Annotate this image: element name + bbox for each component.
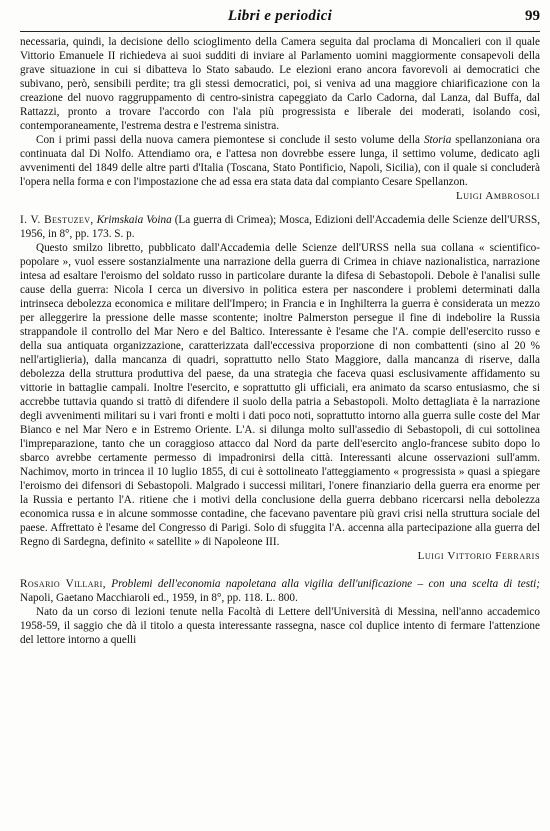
header-rule bbox=[20, 31, 540, 32]
review-heading bbox=[20, 577, 540, 605]
review-text: Questo smilzo libretto, pubblicato dall'Accademia delle Scienze dell'URSS nella sua collana « scientifico-popolare », vuol essere sostanzialmente una narrazione della guerra di Crimea in chiave nazionalistica, narrazione intesa ad esaltare l'eroismo del soldato russo in particolare durante la difesa di Sebastopoli. Debole è l'analisi sulle cause della guerra: Nicola I cerca un diversivo in politica estera per nascondere i problemi determinati dalla intrinseca debolezza economica e militare dell'Impero; in Francia e in Inghilterra la guerra è considerata un mezzo per alleggerire la pressione delle masse scontente; inoltre Palmerston persegue il fine di indebolire la Russia strappandole il controllo del Mar Nero e del Baltico. Interessante è l'esame che l'A. compie dell'esercito russo e della sua antiquata organizzazione, caratterizzata dall'eccessiva proporzione di non combattenti (sino al 20 % nell'artiglieria), dalla mancanza di quadri, soprattutto nello Stato Maggiore, dalla mancanza di riserve, dalla debolezza della struttura produttiva del paese, da una strategia che faceva quasi esclusivamente affidamento su vittorie in battaglie campali. Inoltre l'esercito, e soprattutto gli ufficiali, era animato da scarso entusiasmo, che si accrebbe tuttavia quando si trattò di difendere il suolo della patria a Sebastopoli. Molto dettagliata è la narrazione degli avvenimenti militari su i vari fronti e molti i dati poco noti, soprattutto intorno alla guerra sulle coste del Mar Bianco e nel Mar Nero e in Estremo Oriente. L'A. si dilunga molto sull'assedio di Sebastopoli, di cui sottolinea l'impreparazione, tanto che un coraggioso attacco dal Nord da parte dell'esercito anglo-francese subito dopo lo sbarco avrebbe certamente permesso di impadronirsi della città. Interessanti alcune osservazioni sull'amm. Nachimov, morto in trincea il 10 luglio 1855, di cui è sottolineato l'atteggiamento « progressista » quasi a spiegare l'eroismo dei difensori di Sebastopoli. Malgrado i successi militari, l'onere finanziario della guerra era enorme per la Russia e pertanto l'A. ritiene che i motivi della conclusione della guerra debbano ricercarsi nella debolezza economica russa e in alcune sommosse contadine, che facevano paventare più gravi crisi nella struttura sociale del paese. Affrettato è l'esame del Congresso di Parigi. Solo di sfuggita l'A. accenna alla partecipazione alla guerra del Regno di Sardegna, definito « satellite » di Napoleone III. bbox=[20, 242, 540, 548]
review-author: Rosario Villari, bbox=[20, 578, 106, 590]
review-entry bbox=[20, 213, 540, 563]
paragraph bbox=[20, 133, 540, 189]
paragraph: necessaria, quindi, la decisione dello scioglimento della Camera seguita dal proclama di Moncalieri con il quale Vittorio Emanuele II richiedeva ai suoi sudditi di inviare al Parlamento uomini maggiormente consapevoli della grave situazione in cui si dibatteva lo Stato sabaudo. Le elezioni erano ancora favorevoli ai democratici che subivano, però, sensibili perdite; tra gli stessi democratici, poi, si veniva ad una maggiore chiarificazione con la creazione del nuovo raggruppamento di centro-sinistra capeggiato da Carlo Cadorna, dal Lanza, dal Buffa, dal Rattazzi, pronto a trovare l'accordo con l'ala più progressista e liberale dei moderati, isolando così, contemporaneamente, l'estrema destra e l'estrema sinistra. bbox=[20, 36, 540, 132]
review-title: Problemi dell'economia napoletana alla vigilia dell'unificazione – con una scelta di testi; bbox=[111, 578, 541, 590]
paragraph-text: Con i primi passi della nuova camera piemontese si conclude il sesto volume della bbox=[36, 134, 424, 146]
review-entry bbox=[20, 577, 540, 647]
page-body bbox=[20, 35, 540, 647]
review-title: Krimskaia Voina bbox=[96, 214, 172, 226]
review-author: I. V. Bestuzev, bbox=[20, 214, 94, 226]
running-title: Libri e periodici bbox=[227, 8, 333, 24]
review-details: Napoli, Gaetano Macchiaroli ed., 1959, in 8°, pp. 118. L. 800. bbox=[20, 592, 298, 604]
signature: Luigi Ambrosoli bbox=[455, 190, 540, 202]
review-details: (La guerra di Crimea); Mosca, Edizioni dell'Accademia delle Scienze dell'URSS, 1956, in 8°, pp. 173. S. p. bbox=[20, 214, 541, 240]
paragraph-text: spellanzoniana ora continuata dal Di Nolfo. Attendiamo ora, e l'attesa non dovrebbe essere lunga, il settimo volume, dedicato agli avvenimenti del 1849 delle altre parti d'Italia (Toscana, Stato Pontificio, Napoli, Sicilia), con il quale si concluderà l'opera nella forma e con l'impostazione che ad essa era stata data dal compianto Cesare Spellanzon. bbox=[20, 134, 540, 188]
italic-title: Storia bbox=[423, 134, 452, 146]
review-text: Nato da un corso di lezioni tenute nella Facoltà di Lettere dell'Università di Messina, nell'anno accademico 1958-59, il saggio che dà il titolo a questa interessante rassegna, nasce col duplice intento di fermare l'attenzione del lettore intorno a quelli bbox=[20, 606, 540, 646]
running-header bbox=[20, 6, 540, 30]
review-heading bbox=[20, 213, 540, 241]
page-number: 99 bbox=[525, 8, 540, 24]
signature: Luigi Vittorio Ferraris bbox=[417, 550, 540, 562]
